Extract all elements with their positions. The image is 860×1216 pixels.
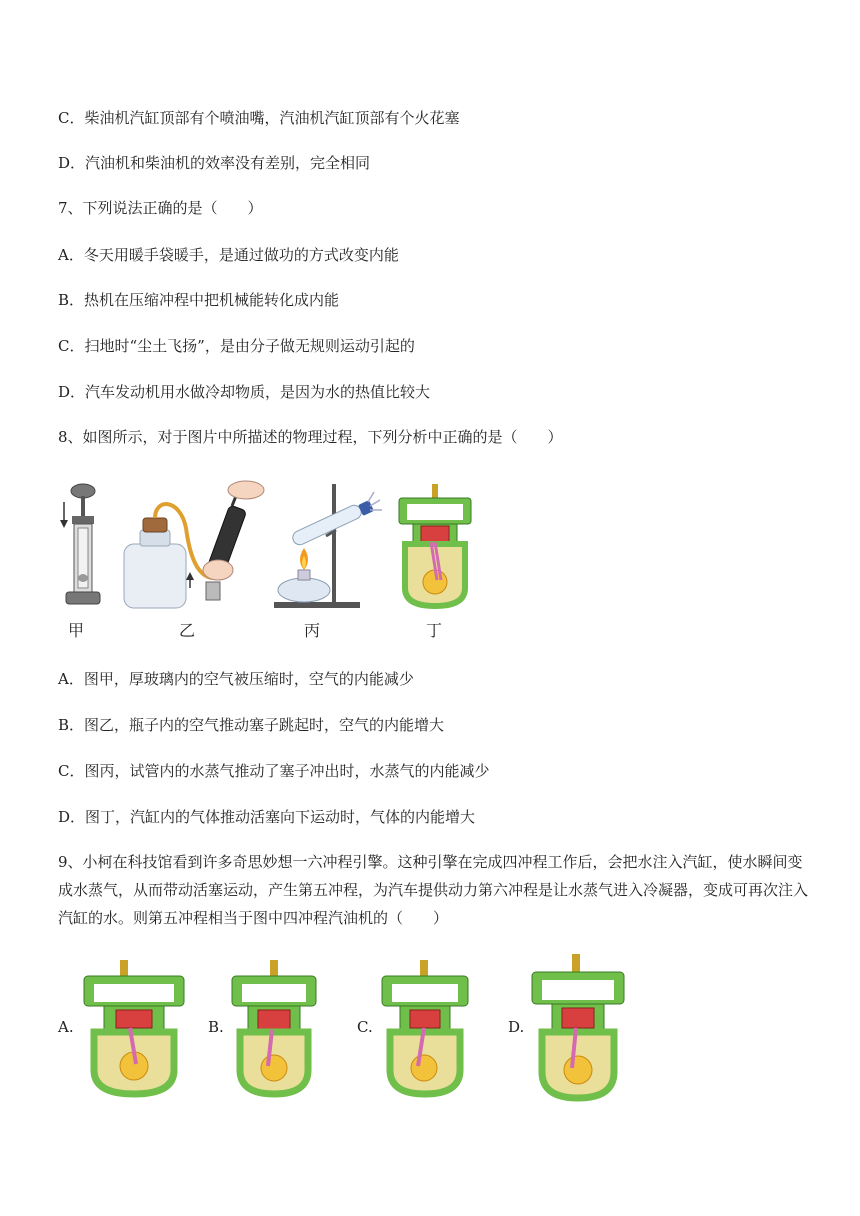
q7-option-b: B．热机在压缩冲程中把机械能转化成内能 bbox=[58, 291, 340, 309]
figure-caption-bing: 丙 bbox=[304, 621, 321, 640]
q8-option-b: B．图乙，瓶子内的空气推动塞子跳起时，空气的内能增大 bbox=[58, 716, 445, 734]
q9-option-d-label: D. bbox=[508, 1018, 525, 1036]
q7-option-c: C．扫地时“尘土飞扬”，是由分子做无规则运动引起的 bbox=[58, 337, 415, 355]
q7-option-a: A．冬天用暖手袋暖手，是通过做功的方式改变内能 bbox=[58, 246, 399, 264]
q7-stem: 7、下列说法正确的是（ ） bbox=[58, 199, 263, 217]
figure-caption-jia: 甲 bbox=[68, 621, 85, 640]
q8-option-d: D．图丁，汽缸内的气体推动活塞向下运动时，气体的内能增大 bbox=[58, 808, 476, 826]
q9-option-a-label: A. bbox=[58, 1018, 74, 1036]
q7-option-d: D．汽车发动机用水做冷却物质，是因为水的热值比较大 bbox=[58, 383, 431, 401]
engine-option-d bbox=[528, 952, 628, 1102]
q9-option-c-label: C. bbox=[357, 1018, 373, 1036]
q6-option-d: D．汽油机和柴油机的效率没有差别，完全相同 bbox=[58, 154, 371, 172]
test-tube-stand-figure bbox=[270, 478, 390, 612]
engine-option-c bbox=[378, 958, 472, 1098]
q8-stem: 8、如图所示，对于图片中所描述的物理过程，下列分析中正确的是（ ） bbox=[58, 428, 563, 446]
figure-caption-yi: 乙 bbox=[179, 621, 196, 640]
figure-caption-ding: 丁 bbox=[426, 621, 443, 640]
q8-option-a: A．图甲，厚玻璃内的空气被压缩时，空气的内能减少 bbox=[58, 670, 414, 688]
engine-option-b bbox=[228, 958, 320, 1098]
engine-option-a bbox=[80, 958, 188, 1098]
compression-apparatus-figure bbox=[58, 478, 108, 612]
q9-stem: 9、小柯在科技馆看到许多奇思妙想一六冲程引擎。这种引擎在完成四冲程工作后，会把水注入汽缸，使水瞬间变成水蒸气，从而带动活塞运动，产生第五冲程，为汽车提供动力第六冲程是让水蒸气进入冷凝器，变成可再次注入汽缸的水。则第五冲程相当于图中四冲程汽油机的（ ） bbox=[58, 853, 809, 927]
bottle-pump-figure bbox=[120, 478, 270, 612]
q6-option-c: C．柴油机汽缸顶部有个喷油嘴，汽油机汽缸顶部有个火花塞 bbox=[58, 109, 460, 127]
q8-option-c: C．图丙，试管内的水蒸气推动了塞子冲出时，水蒸气的内能减少 bbox=[58, 762, 490, 780]
q9-option-b-label: B. bbox=[208, 1018, 224, 1036]
engine-figure-ding bbox=[395, 484, 475, 610]
